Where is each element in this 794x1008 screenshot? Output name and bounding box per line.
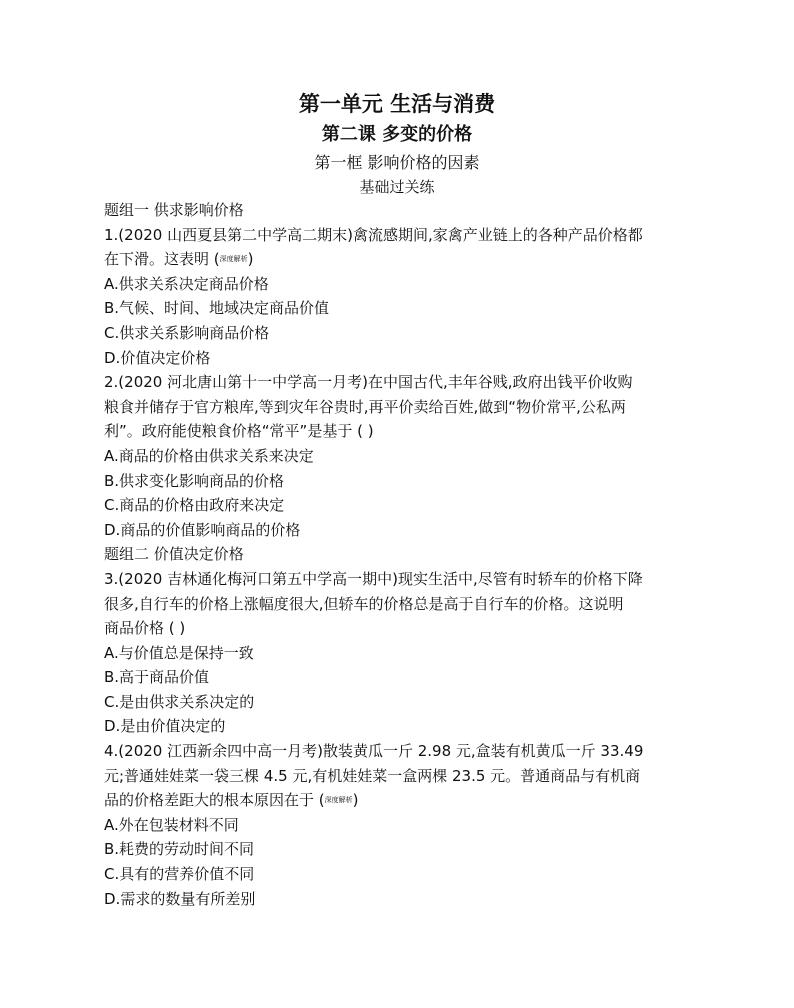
- question-3-option-a: A.与价值总是保持一致: [104, 643, 254, 662]
- question-4-option-b: B.耗费的劳动时间不同: [104, 840, 255, 859]
- analysis-note: 深度解析: [219, 255, 248, 264]
- question-4-option-d: D.需求的数量有所差别: [104, 889, 256, 908]
- question-2-stem-line: 利”。政府能使粮食价格“常平”是基于 ( ): [104, 422, 374, 441]
- question-1-stem-line: [104, 247, 704, 272]
- question-4-stem-line: [104, 788, 704, 813]
- question-1-stem-text: 在下滑。这表明 (: [104, 250, 220, 269]
- question-2-stem-line: 粮食并储存于官方粮库,等到灾年谷贵时,再平价卖给百姓,做到“物价常平,公私两: [104, 397, 626, 416]
- question-3-option-c: C.是由供求关系决定的: [104, 692, 255, 711]
- analysis-note: 深度解析: [324, 796, 353, 805]
- unit-title: 第一单元 生活与消费: [298, 92, 496, 116]
- answer-bracket-close: ): [352, 791, 359, 810]
- question-4-stem-text: 品的价格差距大的根本原因在于 (: [104, 791, 325, 810]
- answer-bracket-close: ): [247, 250, 254, 269]
- question-2-option-a: A.商品的价格由供求关系来决定: [104, 446, 314, 465]
- question-4-option-a: A.外在包装材料不同: [104, 815, 239, 834]
- group-label: 题组一 供求影响价格: [104, 201, 244, 219]
- question-1-option-d: D.价值决定价格: [104, 348, 211, 367]
- question-4-stem-line: 4.(2020 江西新余四中高一月考)散装黄瓜一斤 2.98 元,盒装有机黄瓜一斤 33.49: [104, 742, 644, 761]
- question-3-stem-line: 商品价格 ( ): [104, 619, 186, 638]
- question-1-option-c: C.供求关系影响商品价格: [104, 323, 270, 342]
- question-1-stem-line: 1.(2020 山西夏县第二中学高二期末)禽流感期间,家禽产业链上的各种产品价格都: [104, 225, 643, 244]
- lesson-title: 第二课 多变的价格: [321, 124, 473, 145]
- question-4-option-c: C.具有的营养价值不同: [104, 865, 255, 884]
- section-title: 基础过关练: [359, 178, 435, 196]
- question-list: [104, 198, 704, 911]
- question-3-option-b: B.高于商品价值: [104, 668, 210, 687]
- question-3-stem-line: 3.(2020 吉林通化梅河口第五中学高一期中)现实生活中,尽管有时轿车的价格下降: [104, 569, 643, 588]
- question-1-option-a: A.供求关系决定商品价格: [104, 274, 269, 293]
- question-3-stem-line: 很多,自行车的价格上涨幅度很大,但轿车的价格总是高于自行车的价格。这说明: [104, 594, 624, 613]
- question-2-option-b: B.供求变化影响商品的价格: [104, 471, 285, 490]
- frame-title: 第一框 影响价格的因素: [314, 153, 480, 172]
- question-4-stem-line: 元;普通娃娃菜一袋三棵 4.5 元,有机娃娃菜一盒两棵 23.5 元。普通商品与有机商: [104, 766, 641, 785]
- question-2-stem-line: 2.(2020 河北唐山第十一中学高一月考)在中国古代,丰年谷贱,政府出钱平价收购: [104, 373, 633, 392]
- question-1-option-b: B.气候、时间、地域决定商品价值: [104, 299, 330, 318]
- group-label: 题组二 价值决定价格: [104, 545, 244, 564]
- question-3-option-d: D.是由价值决定的: [104, 717, 226, 736]
- question-2-option-c: C.商品的价格由政府来决定: [104, 496, 285, 515]
- question-2-option-d: D.商品的价值影响商品的价格: [104, 520, 301, 539]
